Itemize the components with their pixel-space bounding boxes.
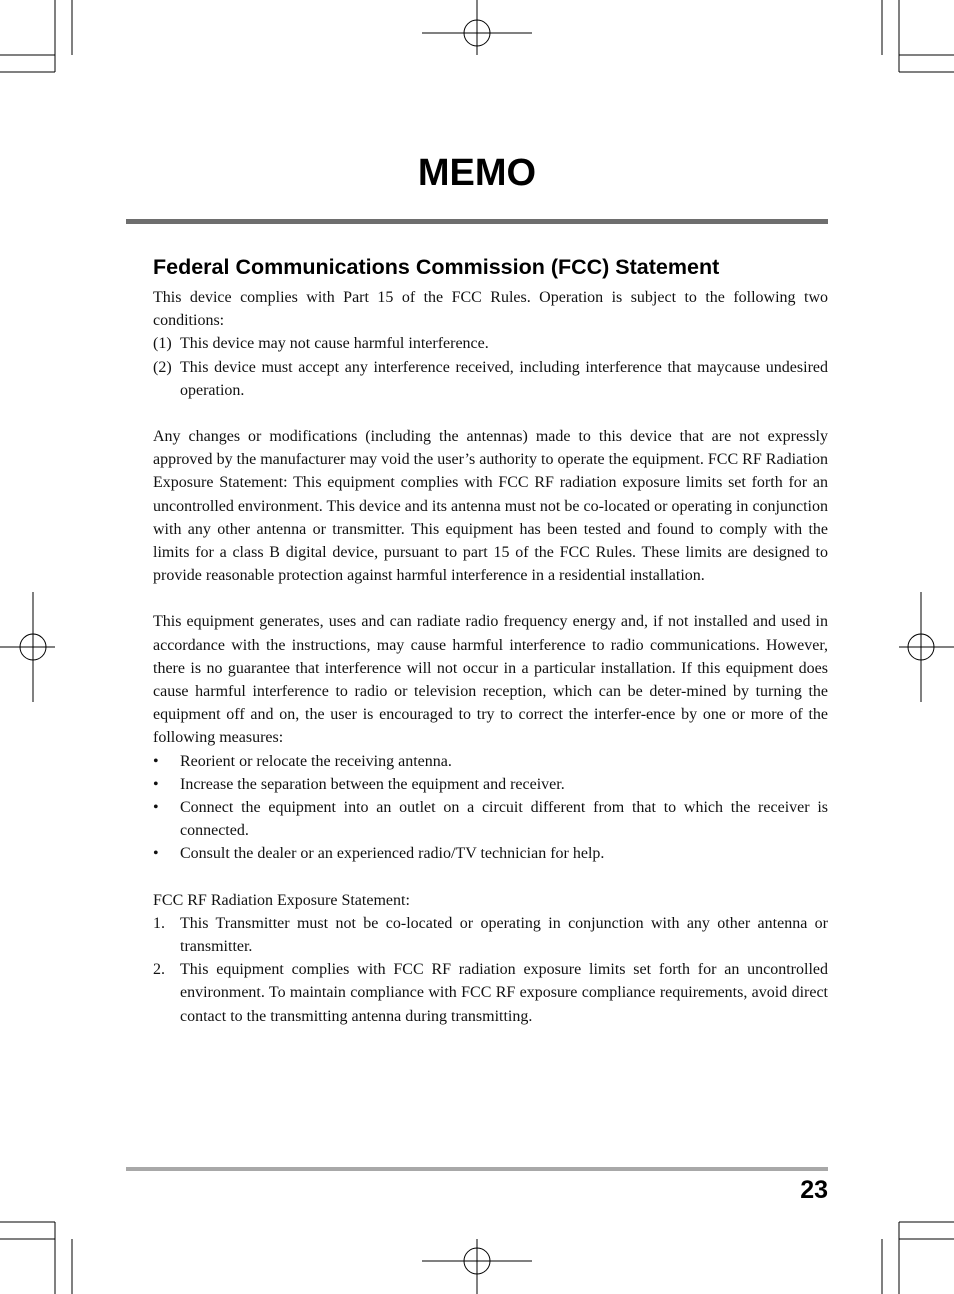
- list-marker: (2): [153, 358, 172, 376]
- list-item: [153, 750, 828, 773]
- list-text: Reorient or relocate the receiving antenna.: [180, 752, 452, 770]
- list-item: [153, 958, 828, 1028]
- list-text: This device may not cause harmful interference.: [180, 335, 489, 353]
- changes-paragraph: Any changes or modifications (including the antennas) made to this device that are not expressly approved by the manufacturer may void the user’s authority to operate the equipment. FCC RF Radiation Exposure Statement: This equipment complies with FCC RF radiation exposure limits set forth for an uncontrolled environment. This device and its antenna must not be co-located or operating in conjunction with any other antenna or transmitter. This equipment has been tested and found to comply with the limits for a class B digital device, pursuant to part 15 of the FCC Rules. These limits are designed to provide reasonable protection against harmful interference in a residential installation.: [153, 428, 828, 585]
- list-text: This device must accept any interference received, including interference that maycause undesired operation.: [180, 358, 828, 399]
- list-item: [153, 356, 828, 402]
- bullet-marker: •: [153, 775, 159, 793]
- list-text: Increase the separation between the equipment and receiver.: [180, 775, 565, 793]
- list-marker: (1): [153, 335, 172, 353]
- list-item: [153, 773, 828, 796]
- list-item: [153, 332, 828, 355]
- list-text: This equipment complies with FCC RF radiation exposure limits set forth for an uncontrolled environment. To maintain compliance with FCC RF exposure compliance requirements, avoid direct contact to the transmitting antenna during transmitting.: [180, 961, 828, 1025]
- rf-heading: FCC RF Radiation Exposure Statement:: [153, 891, 410, 909]
- fcc-statement: [153, 252, 828, 1028]
- interference-paragraph: This equipment generates, uses and can radiate radio frequency energy and, if not installed and used in accordance with the instructions, may cause harmful interference to radio communications. However, there is no guarantee that interference will not occur in a particular installation. If this equipment does cause harmful interference to radio or television reception, which can be deter-mined by turning the equipment off and on, the user is encouraged to try to correct the interfer-ence by one or more of the following measures:: [153, 613, 828, 747]
- footer-divider: [126, 1167, 828, 1171]
- intro-paragraph: This device complies with Part 15 of the FCC Rules. Operation is subject to the following two conditions:: [153, 289, 828, 330]
- list-item: [153, 912, 828, 958]
- list-text: Connect the equipment into an outlet on a circuit different from that to which the receiver is connected.: [180, 799, 828, 840]
- page-title: MEMO: [417, 152, 537, 194]
- list-item: [153, 796, 828, 842]
- list-item: [153, 842, 828, 865]
- page-number: 23: [800, 1176, 828, 1204]
- section-heading: Federal Communications Commission (FCC) Statement: [153, 255, 720, 279]
- list-marker: 2.: [153, 961, 165, 979]
- bullet-marker: •: [153, 845, 159, 863]
- bullet-marker: •: [153, 799, 159, 817]
- bullet-marker: •: [153, 752, 159, 770]
- list-marker: 1.: [153, 914, 165, 932]
- list-text: This Transmitter must not be co-located or operating in conjunction with any other antenna or transmitter.: [180, 914, 828, 956]
- header-divider: [126, 219, 828, 224]
- list-text: Consult the dealer or an experienced radio/TV technician for help.: [180, 845, 605, 863]
